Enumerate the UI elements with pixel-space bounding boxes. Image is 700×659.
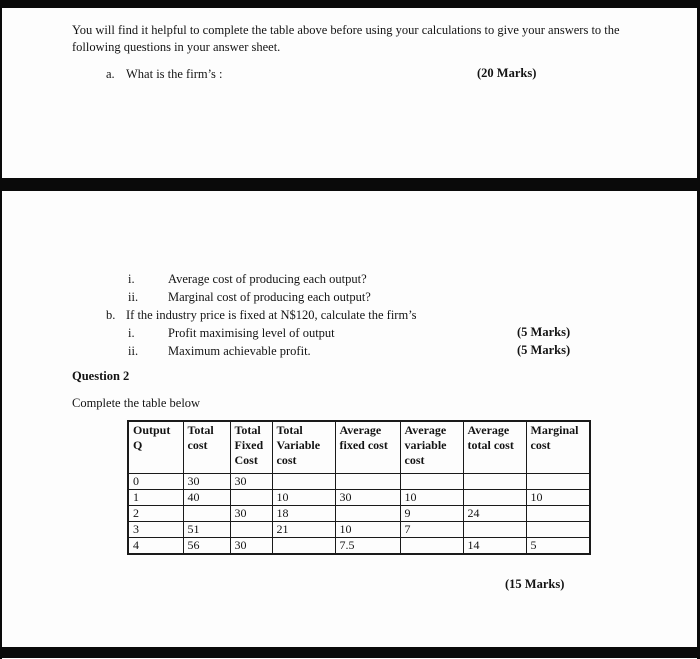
- table-cell: 18: [272, 506, 335, 522]
- marks-badge-15: (15 Marks): [505, 577, 565, 591]
- table-row: [128, 506, 590, 522]
- table-cell: 30: [230, 474, 272, 490]
- table-cell: [272, 538, 335, 555]
- question-item-a: [106, 66, 223, 82]
- table-cell: [230, 490, 272, 506]
- column-header: Total cost: [183, 421, 230, 474]
- intro-paragraph: You will find it helpful to complete the table above before using your calculations to give your answers to the following questions in your answer sheet.: [72, 23, 620, 54]
- sub-item-i: [128, 271, 367, 287]
- marks-badge-5-output: (5 Marks): [517, 325, 571, 339]
- column-header: Output Q: [128, 421, 183, 474]
- table-row: [128, 538, 590, 555]
- table-cell: 24: [463, 506, 526, 522]
- table-cell: 7: [400, 522, 463, 538]
- table-cell: [183, 506, 230, 522]
- table-cell: 10: [526, 490, 590, 506]
- table-cell: 30: [230, 506, 272, 522]
- item-text: Profit maximising level of output: [168, 326, 335, 340]
- table-cell: 5: [526, 538, 590, 555]
- table-cell: 7.5: [335, 538, 400, 555]
- table-cell: 9: [400, 506, 463, 522]
- table-cell: 10: [400, 490, 463, 506]
- table-cell: 2: [128, 506, 183, 522]
- table-cell: 3: [128, 522, 183, 538]
- item-label: ii.: [128, 344, 139, 358]
- table-cell: 40: [183, 490, 230, 506]
- column-header: Average total cost: [463, 421, 526, 474]
- item-label: a.: [106, 67, 115, 81]
- page-divider-band: [0, 178, 700, 191]
- table-cell: [463, 490, 526, 506]
- sub-item-ii: [128, 289, 371, 305]
- question-2-heading: Question 2: [72, 369, 130, 383]
- table-cell: 30: [230, 538, 272, 555]
- table-cell: [272, 474, 335, 490]
- sub-item-b-i: [128, 325, 335, 341]
- table-cell: [526, 506, 590, 522]
- cost-table-head: [128, 421, 590, 474]
- column-header: Total Variable cost: [272, 421, 335, 474]
- item-text: Maximum achievable profit.: [168, 344, 311, 358]
- table-cell: [526, 522, 590, 538]
- table-cell: 51: [183, 522, 230, 538]
- page-edge-left: [0, 0, 2, 659]
- item-label: b.: [106, 308, 116, 322]
- item-label: ii.: [128, 290, 139, 304]
- table-caption: Complete the table below: [72, 396, 201, 410]
- table-cell: 0: [128, 474, 183, 490]
- table-row: [128, 522, 590, 538]
- item-label: i.: [128, 326, 135, 340]
- page-gap-bottom-bar: [0, 647, 700, 658]
- column-header: Average fixed cost: [335, 421, 400, 474]
- item-text: Marginal cost of producing each output?: [168, 290, 371, 304]
- sub-item-b-ii: [128, 343, 311, 359]
- header-row: [128, 421, 590, 474]
- page-gap-top-bar: [0, 0, 700, 8]
- table-cell: 1: [128, 490, 183, 506]
- item-text: Average cost of producing each output?: [168, 272, 367, 286]
- item-text: If the industry price is fixed at N$120, calculate the firm’s: [126, 308, 417, 322]
- table-cell: [400, 538, 463, 555]
- table-row: [128, 490, 590, 506]
- cost-table-body: [128, 474, 590, 555]
- table-cell: [230, 522, 272, 538]
- column-header: Marginal cost: [526, 421, 590, 474]
- table-cell: 14: [463, 538, 526, 555]
- table-cell: 4: [128, 538, 183, 555]
- question-item-b: [106, 307, 417, 323]
- item-label: i.: [128, 272, 135, 286]
- item-text: What is the firm’s :: [126, 67, 223, 81]
- table-cell: 10: [335, 522, 400, 538]
- table-row: [128, 474, 590, 490]
- column-header: Average variable cost: [400, 421, 463, 474]
- table-cell: 10: [272, 490, 335, 506]
- table-cell: [463, 474, 526, 490]
- table-cell: [463, 522, 526, 538]
- table-cell: [400, 474, 463, 490]
- table-cell: [335, 474, 400, 490]
- table-cell: 30: [183, 474, 230, 490]
- table-cell: 21: [272, 522, 335, 538]
- table-cell: 30: [335, 490, 400, 506]
- marks-badge-20: (20 Marks): [477, 66, 537, 80]
- table-cell: [335, 506, 400, 522]
- table-cell: [526, 474, 590, 490]
- cost-table: [127, 420, 591, 555]
- table-cell: 56: [183, 538, 230, 555]
- column-header: Total Fixed Cost: [230, 421, 272, 474]
- marks-badge-5-profit: (5 Marks): [517, 343, 571, 357]
